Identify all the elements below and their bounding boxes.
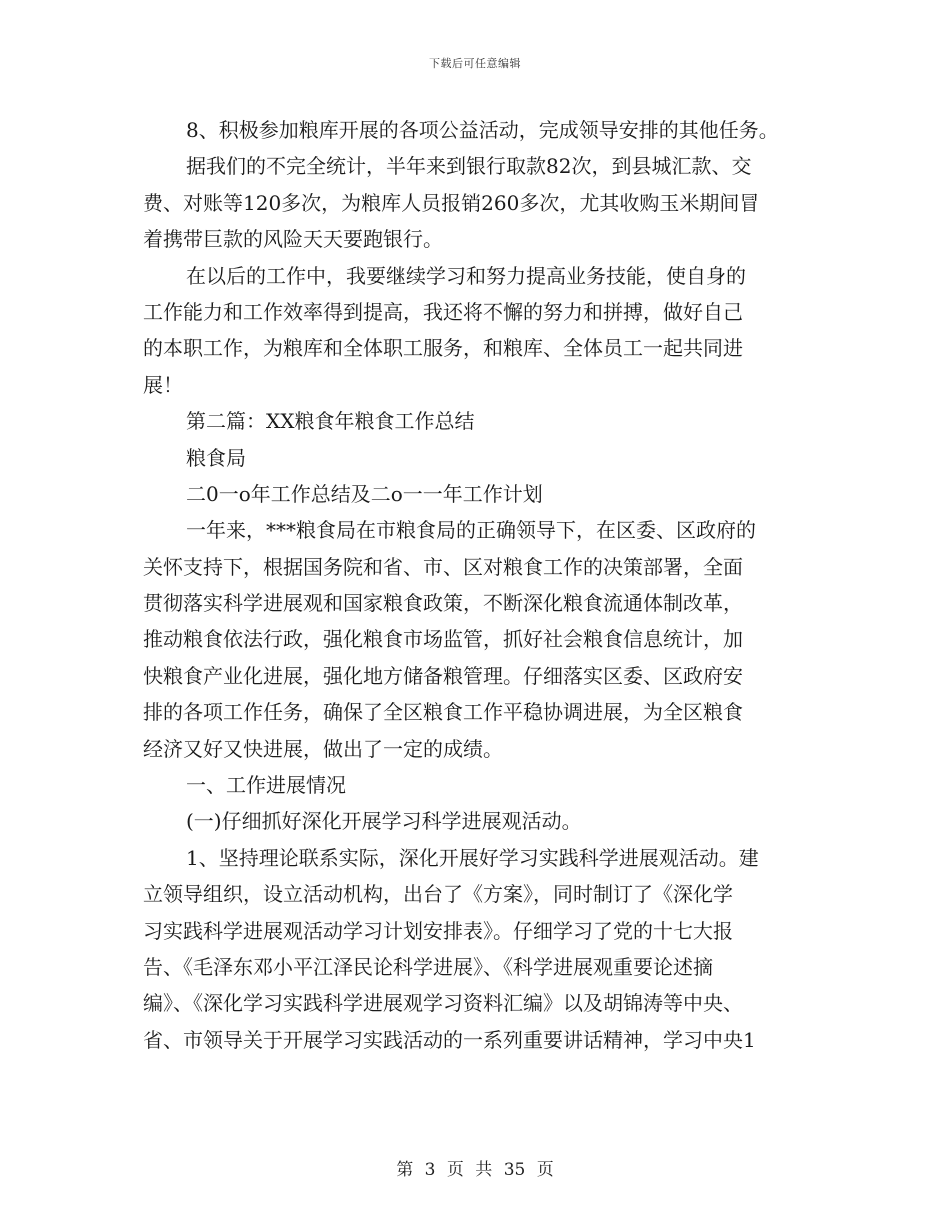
text-line: 告、《毛泽东邓小平江泽民论科学进展》、《科学进展观重要论述摘 — [143, 954, 713, 979]
subsection-heading: (一)仔细抓好深化开展学习科学进展观活动。 — [186, 809, 582, 834]
header-note: 下载后可任意编辑 — [429, 57, 521, 70]
text-line: 展！ — [143, 372, 183, 397]
text-line: 经济又好又快进展，做出了一定的成绩。 — [143, 736, 503, 761]
text-line: 一年来，***粮食局在市粮食局的正确领导下，在区委、区政府的 — [186, 518, 756, 543]
text-line: 据我们的不完全统计，半年来到银行取款82次，到县城汇款、交 — [186, 154, 752, 179]
section-heading: 第二篇：XX粮食年粮食工作总结 — [186, 409, 475, 434]
text-line: 1、坚持理论联系实际，深化开展好学习实践科学进展观活动。建 — [186, 845, 759, 870]
text-line: 费、对账等120多次，为粮库人员报销260多次，尤其收购玉米期间冒 — [143, 190, 760, 215]
document-body — [143, 112, 813, 1058]
section-heading: 一、工作进展情况 — [186, 773, 346, 798]
text-line: 8、积极参加粮库开展的各项公益活动，完成领导安排的其他任务。 — [186, 118, 779, 142]
page-number-footer: 第 3 页 共 35 页 — [396, 1160, 554, 1180]
text-line: 编》、《深化学习实践科学进展观学习资料汇编》以及胡锦涛等中央、 — [143, 991, 743, 1016]
text-line: 推动粮食依法行政，强化粮食市场监管，抓好社会粮食信息统计，加 — [143, 627, 743, 652]
text-line: 关怀支持下，根据国务院和省、市、区对粮食工作的决策部署，全面 — [143, 554, 743, 579]
text-line: 粮食局 — [186, 445, 246, 470]
text-line: 快粮食产业化进展，强化地方储备粮管理。仔细落实区委、区政府安 — [143, 663, 743, 688]
text-line: 工作能力和工作效率得到提高，我还将不懈的努力和拼搏，做好自己 — [143, 299, 743, 324]
text-line: 贯彻落实科学进展观和国家粮食政策，不断深化粮食流通体制改革， — [143, 591, 743, 616]
text-line: 在以后的工作中，我要继续学习和努力提高业务技能，使自身的 — [186, 263, 746, 288]
text-line: 习实践科学进展观活动学习计划安排表》。仔细学习了党的十七大报 — [143, 918, 733, 943]
text-line: 省、市领导关于开展学习实践活动的一系列重要讲话精神，学习中央1 — [143, 1027, 756, 1052]
text-line: 排的各项工作任务，确保了全区粮食工作平稳协调进展，为全区粮食 — [143, 700, 743, 725]
text-line: 的本职工作，为粮库和全体职工服务，和粮库、全体员工一起共同进 — [143, 336, 743, 361]
text-line: 立领导组织，设立活动机构，出台了《方案》，同时制订了《深化学 — [143, 882, 733, 907]
text-line: 着携带巨款的风险天天要跑银行。 — [143, 227, 443, 252]
text-line: 二0一o年工作总结及二o一一年工作计划 — [186, 481, 543, 506]
